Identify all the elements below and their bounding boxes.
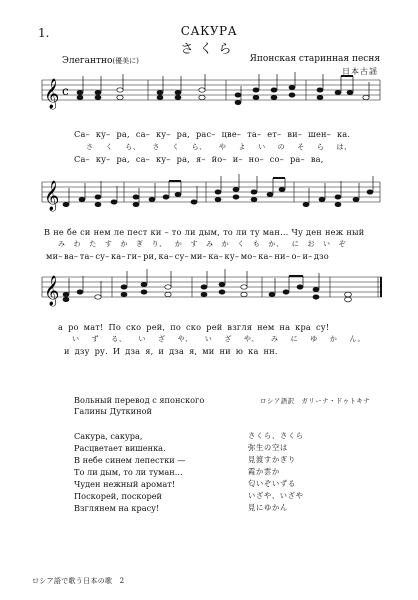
lyric-syllable: い [138,335,147,343]
poem-jp-line: 霞か雲か [248,467,280,476]
lyric-syllable: и [158,346,165,356]
lyric-syllable: ско [126,322,142,332]
lyric-syllable: ку– [224,251,240,261]
lyric-syllable: す [104,240,113,248]
poem-jp-line: 見にゆかん [248,503,288,512]
lyric-syllable: но– [248,154,264,164]
lyrics-line2-ru2 [46,251,330,261]
song-number: 1. [38,26,50,40]
lyric-syllable: ми– [190,251,207,261]
lyric-syllable: ско [186,322,202,332]
lyric-syllable: お [307,240,315,248]
lyric-syllable: ки [150,227,162,237]
lyric-syllable: не [53,227,64,237]
page-footer: ロシア語で歌う日本の歌 2 [32,577,125,585]
lyric-syllable: я– [195,154,206,164]
lyric-syllable: ра, [116,154,130,164]
lyric-syllable: か [329,335,338,343]
lyric-syllable: нем [257,322,275,332]
lyric-syllable: ず [91,335,100,343]
lyric-syllable: В [44,227,51,237]
lyric-syllable: рас– [195,129,216,139]
lyric-syllable: и– [232,154,243,164]
lyric-syllable: か、 [268,240,284,248]
lyric-syllable: ら、 [125,143,141,151]
poem-ru-line: В небе синем лепестки — [74,455,186,465]
lyric-syllable: – [164,227,169,237]
lyric-syllable: шен– [308,129,331,139]
lyric-syllable: ли [184,227,196,237]
lyric-syllable: ра, [176,154,190,164]
lyric-syllable: дзу [74,346,90,356]
song-subtitle: Японская старинная песня [249,54,380,64]
lyric-syllable: い [204,335,213,343]
lyric-syllable: ми [202,346,215,356]
music-staff-1 [0,66,418,126]
poem-jp-line: いざや、いざや [248,491,304,500]
lyric-syllable: и [64,346,70,356]
lyric-syllable: み [58,240,66,248]
lyric-syllable: ги– [127,251,142,261]
lyric-syllable: や [218,143,227,151]
lyrics-line3-ru2 [64,346,283,356]
lyric-syllable: По [108,322,122,332]
lyric-syllable: я, [145,346,154,356]
common-time-icon: c [62,84,69,98]
lyric-syllable: の [277,143,286,151]
lyric-syllable: み [206,240,214,248]
lyric-syllable: и– [302,251,313,261]
lyric-syllable: ка– [110,251,126,261]
lyric-syllable: И [112,346,121,356]
lyric-syllable: や、 [243,335,259,343]
lyric-syllable: ку– [155,154,171,164]
lyric-syllable: та– [79,251,94,261]
lyric-syllable: Са– [74,154,90,164]
poem-ru-line: Взглянем на красу! [74,503,160,513]
lyrics-line1-ru1 [74,129,356,139]
lyric-syllable: бе [66,227,78,237]
lyric-syllable: り、 [151,240,167,248]
lyric-syllable: су! [316,322,330,332]
lyric-syllable: ку– [95,154,111,164]
lyric-syllable: Са– [74,129,90,139]
music-staff-3 [0,263,418,323]
lyric-syllable: ни [219,346,231,356]
poem-russian [74,430,185,514]
lyric-syllable: ん。 [349,335,366,343]
lyric-syllable: や、 [177,335,193,343]
lyric-syllable: も [252,240,261,248]
lyrics-line2-jp [58,239,354,249]
lyric-syllable: ва– [64,251,79,261]
lyric-syllable: са– [135,129,150,139]
lyric-syllable: さ [86,143,94,151]
lyric-syllable: ет– [267,129,282,139]
lyric-syllable: ный [346,227,365,237]
lyric-syllable: по [170,322,182,332]
lyric-syllable: み [270,335,279,343]
lyric-syllable: い [72,335,80,343]
lyric-syllable: く [237,240,245,248]
lyric-syllable: я, [189,346,198,356]
lyric-syllable: か [174,240,183,248]
poem-ru-line: Расцветает вишенка. [74,443,166,453]
lyrics-line1-ru2 [74,154,330,164]
lyric-syllable: ざ [158,335,166,343]
lyric-syllable: то [171,227,182,237]
lyric-syllable: ка– [258,251,273,261]
lyric-syllable: か [221,240,230,248]
lyric-syllable: す [190,240,199,248]
lyric-syllable: か [120,240,129,248]
lyric-syllable: ле [113,227,125,237]
lyric-syllable: い [322,240,331,248]
lyrics-line3-jp [72,334,377,344]
lyric-syllable: ка– [158,251,174,261]
lyric-syllable: та– [247,129,262,139]
lyric-syllable: ва, [310,154,324,164]
lyric-syllable: わ [73,240,82,248]
lyric-syllable: ка [248,346,259,356]
tempo-text-jp: (優美に) [112,57,139,65]
poem-ru-line: Поскорей, поскорей [74,491,163,501]
lyric-syllable: кра [295,322,312,332]
music-staff-2 [0,168,418,228]
lyric-syllable: く [105,143,114,151]
lyric-syllable: со– [269,154,284,164]
tempo-marking [62,56,139,66]
lyric-syllable: дзо [313,251,329,261]
lyric-syllable: ぞ [338,240,347,248]
song-subtitle-jp: 日本古謡 [342,67,378,76]
translation-credit-line1: Вольный перевод с японского [74,395,205,405]
lyric-syllable: さ [152,143,161,151]
lyric-syllable: ро [68,322,79,332]
lyric-syllable: ман... [262,227,289,237]
lyric-syllable: ви– [287,129,303,139]
lyric-syllable: то [223,227,233,237]
poem-japanese [248,430,304,514]
lyric-syllable: мо– [240,251,257,261]
lyric-syllable: い [258,143,266,151]
lyric-syllable: ら [316,143,325,151]
lyric-syllable: よ [238,143,247,151]
translation-credit-line2: Галины Дуткиной [74,406,152,416]
song-title: САКУРА [180,24,238,38]
poem-ru-line: То ли дым, то ли туман... [74,467,183,477]
lyric-syllable: る、 [111,335,127,343]
lyric-syllable: неж [324,227,344,237]
lyric-syllable: рей [206,322,223,332]
lyric-syllable: пест [127,227,148,237]
lyric-syllable: взгля [227,322,253,332]
lyric-syllable: си [80,227,91,237]
lyric-syllable: дза [125,346,141,356]
lyric-syllable: цве– [221,129,242,139]
lyric-syllable: ку– [95,129,111,139]
lyric-syllable: ри, [143,251,157,261]
lyric-syllable: ку– [155,129,171,139]
poem-ru-line: Чуден нежный аромат! [74,479,176,489]
translation-credit [74,395,204,417]
lyric-syllable: Чу [291,227,303,237]
lyric-syllable: ру. [94,346,108,356]
lyric-syllable: は、 [336,143,352,151]
lyric-syllable: ра– [289,154,305,164]
lyric-syllable: そ [297,143,305,151]
lyric-syllable: ぎ [136,240,144,248]
treble-clef-icon: 𝄞 [44,181,60,211]
poem-jp-line: 匂いぞいずる [248,479,296,488]
lyric-syllable: су– [174,251,189,261]
treble-clef-icon: 𝄞 [44,276,60,306]
lyric-syllable: нем [93,227,111,237]
poem-jp-line: 弥生の空は [248,443,288,452]
lyric-syllable: дым, [198,227,221,237]
lyrics-line1-jp [86,142,364,152]
lyric-syllable: ми– [46,251,63,261]
treble-clef-icon: 𝄞 [44,79,60,109]
lyric-syllable: су– [95,251,110,261]
lyric-syllable: ка. [336,129,351,139]
lyric-syllable: на [279,322,291,332]
lyric-syllable: ら、 [191,143,207,151]
lyric-syllable: た [89,240,97,248]
song-title-jp: さくら [180,42,238,57]
poem-ru-line: Сакура, сакура, [74,431,143,441]
tempo-text: Элегантно [62,56,113,66]
lyric-syllable: ли [235,227,247,237]
lyric-syllable: са– [135,154,150,164]
poem-jp-line: さくら、さくら [248,431,304,440]
lyric-syllable: に [291,240,300,248]
lyric-syllable: о– [291,251,301,261]
lyric-syllable: ра, [176,129,190,139]
lyric-syllable: ни– [274,251,290,261]
lyric-syllable: ゆ [310,335,318,343]
lyric-syllable: に [290,335,299,343]
lyric-syllable: ра, [116,129,130,139]
lyrics-line2-ru1 [44,227,367,237]
poem-jp-line: 見渡すかぎり [248,455,296,464]
lyric-syllable: ка– [208,251,224,261]
lyric-syllable: ден [306,227,322,237]
lyric-syllable: а [58,322,64,332]
lyric-syllable: ю [235,346,244,356]
lyric-syllable: ざ [224,335,232,343]
lyric-syllable: ту [249,227,260,237]
lyric-syllable: く [172,143,180,151]
lyric-syllable: рей, [146,322,166,332]
translator-name-jp: ロシア語訳 ガリーナ・ドゥトキナ [260,397,371,405]
lyric-syllable: нн. [263,346,278,356]
lyric-syllable: дза [169,346,185,356]
lyrics-line3-ru1 [58,322,334,332]
lyric-syllable: мат! [83,322,104,332]
lyric-syllable: йо– [211,154,227,164]
